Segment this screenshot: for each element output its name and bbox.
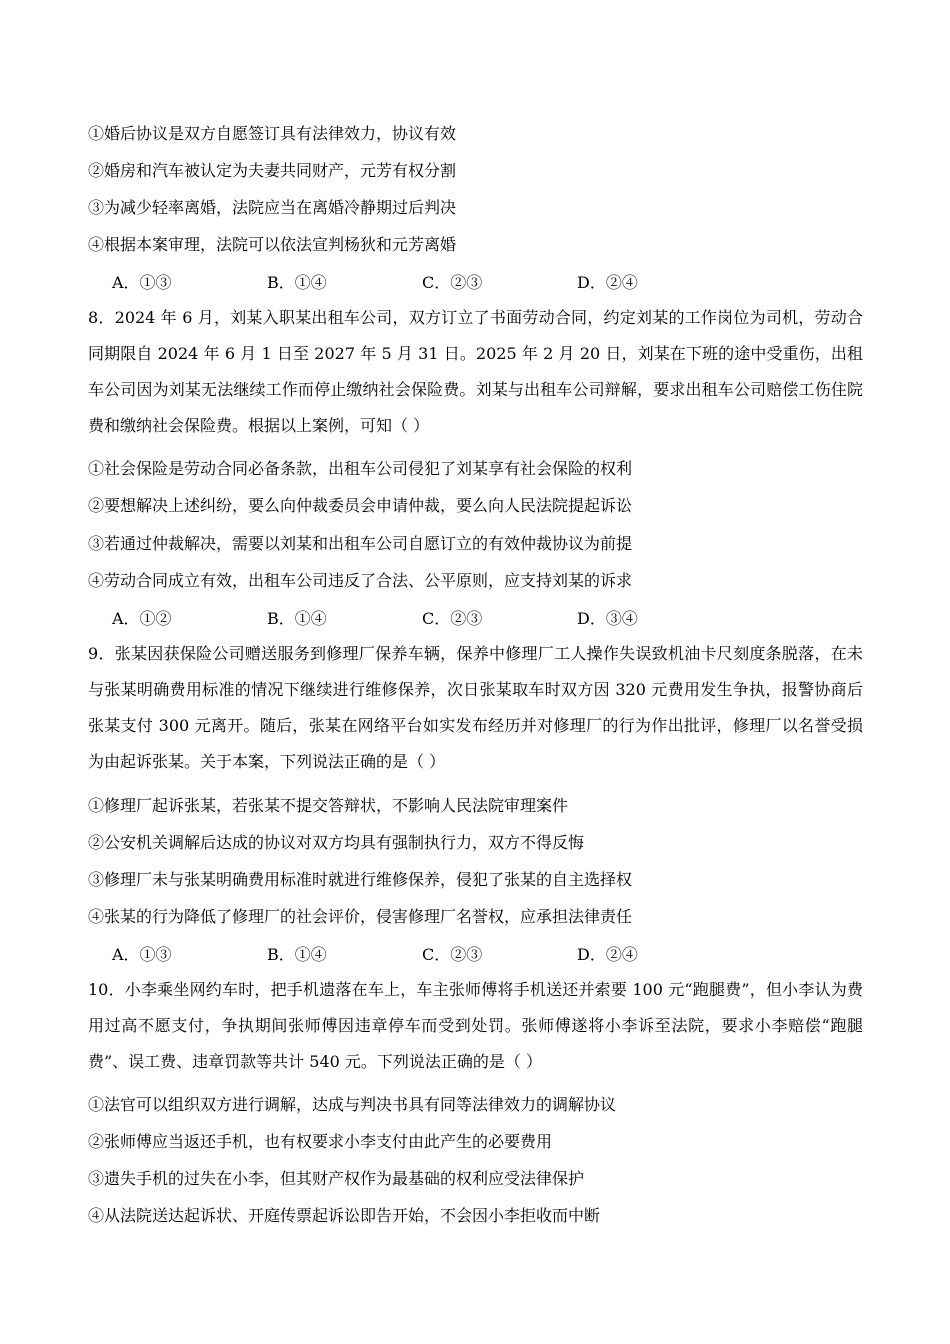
q10-statement-1: ①法官可以组织双方进行调解，达成与判决书具有同等法律效力的调解协议: [88, 1095, 617, 1114]
q9-options: [112, 944, 732, 966]
q8-statement-2: ②要想解决上述纠纷，要么向仲裁委员会申请仲裁，要么向人民法院提起诉讼: [88, 496, 633, 515]
q8-option-d[interactable]: D．③④: [577, 609, 638, 628]
q7-option-c[interactable]: C．②③: [422, 273, 483, 292]
q7-option-b[interactable]: B．①④: [267, 273, 327, 292]
q8-statement-3: ③若通过仲裁解决，需要以刘某和出租车公司自愿订立的有效仲裁协议为前提: [88, 534, 633, 553]
q7-statement-3: ③为减少轻率离婚，法院应当在离婚冷静期过后判决: [88, 198, 457, 217]
q8-stem: 8．2024 年 6 月，刘某入职某出租车公司，双方订立了书面劳动合同，约定刘某的工作岗位为司机，劳动合同期限自 2024 年 6 月 1 日至 2027 年 5 月 31 日。2025 年 2 月 20 日，刘某在下班的途中受重伤，出租车公司因为刘某无法继续工作而停止缴纳社会保险费。刘某与出租车公司辩解，要求出租车公司赔偿工伤住院费和缴纳社会保险费。根据以上案例，可知（ ）: [88, 308, 863, 435]
q9-stem: 9．张某因获保险公司赠送服务到修理厂保养车辆，保养中修理厂工人操作失误致机油卡尺刻度条脱落，在未与张某明确费用标准的情况下继续进行维修保养，次日张某取车时双方因 320 元费用发生争执，报警协商后张某支付 300 元离开。随后，张某在网络平台如实发布经历并对修理厂的行为作出批评，修理厂以名誉受损为由起诉张某。关于本案，下列说法正确的是（ ）: [88, 644, 863, 771]
q8-option-a[interactable]: A．①②: [112, 609, 172, 628]
q10-statement-4: ④从法院送达起诉状、开庭传票起诉讼即告开始，不会因小李拒收而中断: [88, 1206, 601, 1225]
q7-statement-1: ①婚后协议是双方自愿签订具有法律效力，协议有效: [88, 124, 457, 143]
q7-statement-4: ④根据本案审理，法院可以依法宣判杨狄和元芳离婚: [88, 235, 457, 254]
q9-option-b[interactable]: B．①④: [267, 945, 327, 964]
q8-option-c[interactable]: C．②③: [422, 609, 483, 628]
q9-statement-2: ②公安机关调解后达成的协议对双方均具有强制执行力，双方不得反悔: [88, 833, 585, 852]
q7-statement-2: ②婚房和汽车被认定为夫妻共同财产，元芳有权分割: [88, 161, 457, 180]
q9-option-d[interactable]: D．②④: [577, 945, 638, 964]
q9-option-c[interactable]: C．②③: [422, 945, 483, 964]
q9-option-a[interactable]: A．①③: [112, 945, 172, 964]
q7-option-a[interactable]: A．①③: [112, 273, 172, 292]
q9-statement-1: ①修理厂起诉张某，若张某不提交答辩状，不影响人民法院审理案件: [88, 796, 569, 815]
q8-options: [112, 608, 732, 630]
q7-option-d[interactable]: D．②④: [577, 273, 638, 292]
q8-statement-4: ④劳动合同成立有效，出租车公司违反了合法、公平原则，应支持刘某的诉求: [88, 571, 633, 590]
q9-statement-3: ③修理厂未与张某明确费用标准时就进行维修保养，侵犯了张某的自主选择权: [88, 870, 633, 889]
q10-stem: 10．小李乘坐网约车时，把手机遗落在车上，车主张师傅将手机送还并索要 100 元“跑腿费”，但小李认为费用过高不愿支付，争执期间张师傅因违章停车而受到处罚。张师傅遂将小李诉至法院，要求小李赔偿“跑腿费”、误工费、违章罚款等共计 540 元。下列说法正确的是（ ）: [88, 980, 863, 1071]
q10-statement-2: ②张师傅应当返还手机，也有权要求小李支付由此产生的必要费用: [88, 1132, 553, 1151]
q8-statement-1: ①社会保险是劳动合同必备条款，出租车公司侵犯了刘某享有社会保险的权利: [88, 459, 633, 478]
q7-options: [112, 272, 732, 294]
q9-statement-4: ④张某的行为降低了修理厂的社会评价，侵害修理厂名誉权，应承担法律责任: [88, 907, 633, 926]
q10-statement-3: ③遗失手机的过失在小李，但其财产权作为最基础的权利应受法律保护: [88, 1169, 585, 1188]
q8-option-b[interactable]: B．①④: [267, 609, 327, 628]
